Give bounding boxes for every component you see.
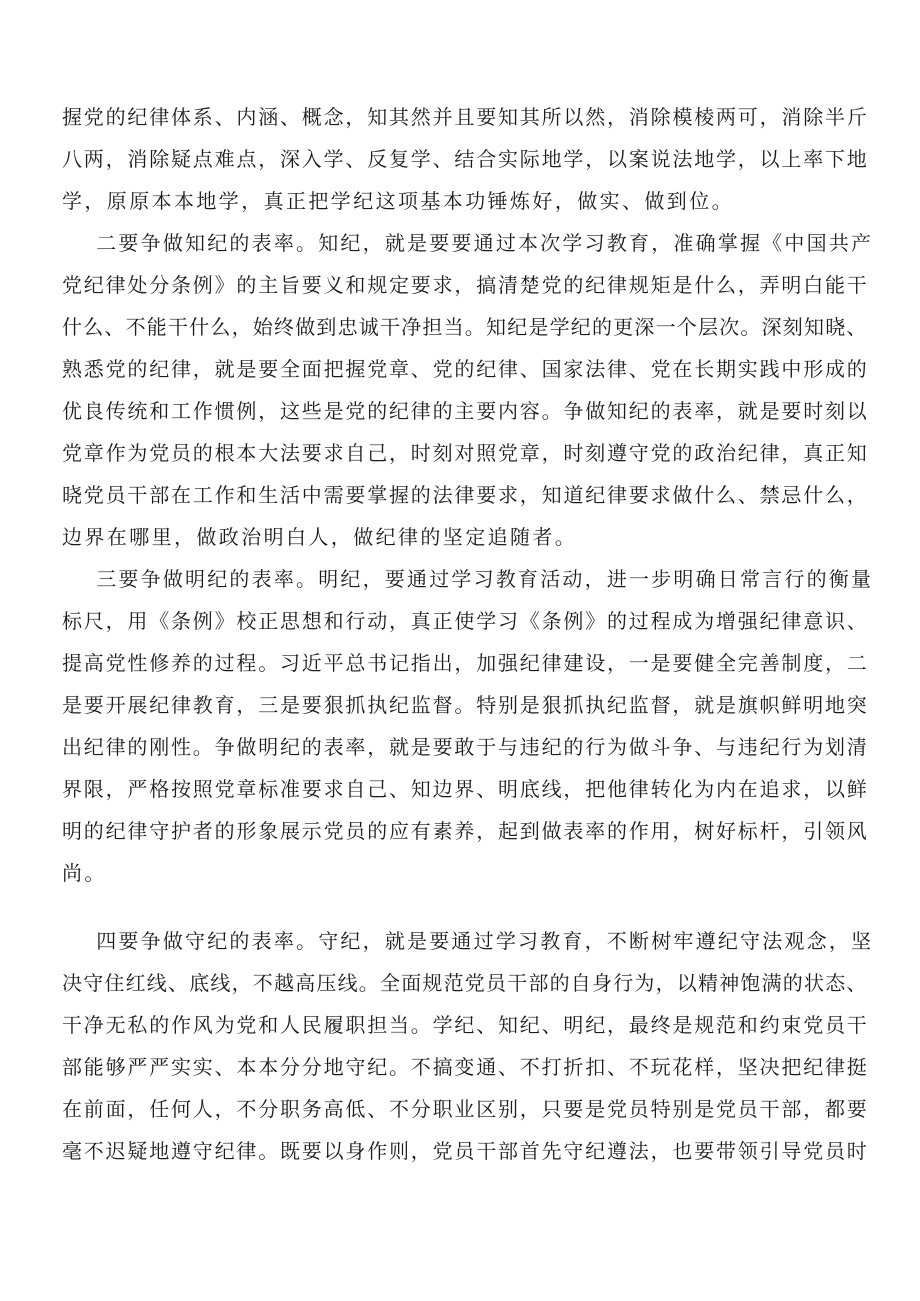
text-line: 出纪律的刚性。争做明纪的表率，就是要敢于与违纪的行为做斗争、与违纪行为划清 [62, 735, 869, 759]
text-line: 是要开展纪律教育，三是要狠抓执纪监督。特别是狠抓执纪监督，就是旗帜鲜明地突 [62, 693, 869, 717]
text-line: 部能够严严实实、本本分分地守纪。不搞变通、不打折扣、不玩花样，坚决把纪律挺 [62, 1055, 869, 1079]
text-line: 标尺，用《条例》校正思想和行动，真正使学习《条例》的过程成为增强纪律意识、 [62, 609, 869, 633]
text-line: 明的纪律守护者的形象展示党员的应有素养，起到做表率的作用，树好标杆，引领风 [62, 819, 869, 843]
paragraph-zhiji [62, 222, 874, 558]
text-line: 学，原原本本地学，真正把学纪这项基本功锤炼好，做实、做到位。 [62, 189, 734, 213]
text-line: 毫不迟疑地遵守纪律。既要以身作则，党员干部首先守纪遵法，也要带领引导党员时 [62, 1139, 869, 1163]
text-line: 党章作为党员的根本大法要求自己，时刻对照党章，时刻遵守党的政治纪律，真正知 [62, 441, 869, 465]
text-line: 尚。 [62, 861, 107, 885]
text-line: 二要争做知纪的表率。知纪，就是要要通过本次学习教育，准确掌握《中国共产 [62, 231, 874, 255]
text-line: 四要争做守纪的表率。守纪，就是要通过学习教育，不断树牢遵纪守法观念，坚 [62, 929, 874, 953]
text-line: 党纪律处分条例》的主旨要义和规定要求，搞清楚党的纪律规矩是什么，弄明白能干 [62, 273, 869, 297]
text-line: 握党的纪律体系、内涵、概念，知其然并且要知其所以然，消除模棱两可，消除半斤 [62, 105, 869, 129]
text-line: 边界在哪里，做政治明白人，做纪律的坚定追随者。 [62, 525, 578, 549]
text-line: 提高党性修养的过程。习近平总书记指出，加强纪律建设，一是要健全完善制度，二 [62, 651, 869, 675]
text-line: 在前面，任何人，不分职务高低、不分职业区别，只要是党员特别是党员干部，都要 [62, 1097, 869, 1121]
text-line: 干净无私的作风为党和人民履职担当。学纪、知纪、明纪，最终是规范和约束党员干 [62, 1013, 869, 1037]
text-line: 三要争做明纪的表率。明纪，要通过学习教育活动，进一步明确日常言行的衡量 [62, 567, 874, 591]
text-line: 八两，消除疑点难点，深入学、反复学、结合实际地学，以案说法地学，以上率下地 [62, 147, 869, 171]
text-line: 熟悉党的纪律，就是要全面把握党章、党的纪律、国家法律、党在长期实践中形成的 [62, 357, 869, 381]
paragraph-shouji [62, 920, 874, 1172]
text-line: 决守住红线、底线，不越高压线。全面规范党员干部的自身行为，以精神饱满的状态、 [62, 971, 868, 995]
text-line: 什么、不能干什么，始终做到忠诚干净担当。知纪是学纪的更深一个层次。深刻知晓、 [62, 315, 868, 339]
text-line: 优良传统和工作惯例，这些是党的纪律的主要内容。争做知纪的表率，就是要时刻以 [62, 399, 869, 423]
document-body [62, 96, 874, 1172]
paragraph-continuation [62, 96, 874, 222]
paragraph-spacer [62, 894, 874, 920]
text-line: 界限，严格按照党章标准要求自己、知边界、明底线，把他律转化为内在追求，以鲜 [62, 777, 869, 801]
text-line: 晓党员干部在工作和生活中需要掌握的法律要求，知道纪律要求做什么、禁忌什么， [62, 483, 869, 507]
paragraph-mingji [62, 558, 874, 894]
